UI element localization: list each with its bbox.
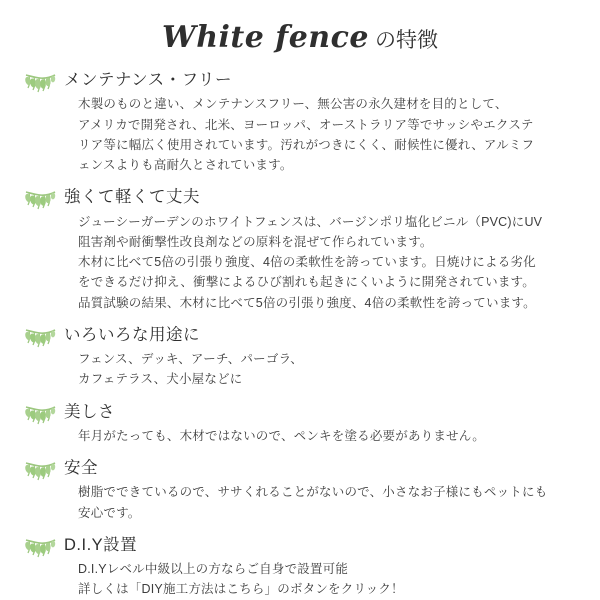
feature-heading: いろいろな用途に [64, 325, 200, 344]
feature-body-line: 品質試験の結果、木材に比べて5倍の引張り強度、4倍の柔軟性を誇っています。 [78, 295, 536, 310]
feature-body-line: 阻害剤や耐衝撃性改良剤などの原料を混ぜて作られています。 [78, 234, 433, 249]
leaf-icon [24, 459, 58, 485]
feature-body-line: 木製のものと違い、メンテナンスフリー、無公害の永久建材を目的として、 [78, 97, 508, 112]
feature-body [64, 349, 582, 390]
leaf-icon [24, 71, 58, 97]
page-title [18, 20, 582, 55]
feature-body-line: ジューシーガーデンのホワイトフェンスは、バージンポリ塩化ビニル（PVC)にUV [78, 214, 543, 229]
feature-body [64, 482, 582, 523]
feature-body-line: 年月がたっても、木材ではないので、ペンキを塗る必要がありません。 [78, 428, 485, 443]
feature-section [18, 324, 582, 390]
feature-body-line: D.I.Yレベル中級以上の方ならご自身で設置可能 [78, 562, 349, 577]
feature-section [18, 457, 582, 523]
page-title-suffix: の特徴 [374, 29, 438, 52]
leaf-icon [24, 403, 58, 429]
page-title-script: White fence [162, 20, 369, 55]
feature-body [64, 212, 582, 313]
feature-section [18, 534, 582, 600]
feature-heading: 強くて軽くて丈夫 [64, 188, 200, 207]
feature-body-line: 安心です。 [78, 505, 141, 520]
feature-section [18, 401, 582, 447]
feature-body-line: 木材に比べて5倍の引張り強度、4倍の柔軟性を誇っています。日焼けによる劣化 [78, 255, 536, 270]
feature-section-list [18, 69, 582, 600]
leaf-icon [24, 536, 58, 562]
feature-body-line: 詳しくは「DIY施工方法はこちら」のボタンをクリック！ [78, 582, 404, 597]
feature-body-line: アメリカで開発され、北米、ヨーロッパ、オーストラリア等でサッシやエクステ [78, 117, 534, 132]
feature-heading: 安全 [64, 459, 98, 478]
feature-section [18, 69, 582, 175]
leaf-icon [24, 188, 58, 214]
feature-body-line: リア等に幅広く使用されています。汚れがつきにくく、耐候性に優れ、アルミフ [78, 137, 535, 152]
feature-heading: D.I.Y設置 [64, 535, 138, 554]
feature-body-line: フェンス、デッキ、アーチ、パーゴラ、 [78, 352, 303, 367]
feature-heading: 美しさ [64, 402, 115, 421]
feature-body-line: ェンスよりも高耐久とされています。 [78, 158, 293, 173]
feature-body [64, 559, 582, 600]
feature-body-line: 樹脂でできているので、ササくれることがないので、小さなお子様にもペットにも [78, 485, 548, 500]
leaf-icon [24, 326, 58, 352]
feature-body [64, 426, 582, 446]
feature-body-line: カフェテラス、犬小屋などに [78, 372, 243, 387]
feature-section [18, 186, 582, 313]
feature-body-line: をできるだけ抑え、衝撃によるひび割れも起きにくいように開発されています。 [78, 275, 535, 290]
feature-heading: メンテナンス・フリー [64, 71, 233, 89]
feature-body [64, 94, 582, 175]
